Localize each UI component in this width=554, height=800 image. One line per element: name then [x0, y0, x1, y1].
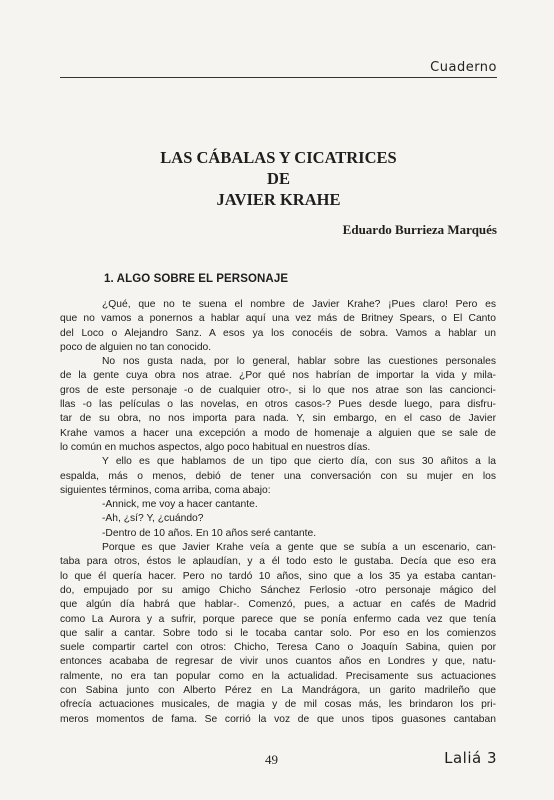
section-header: Cuaderno: [430, 60, 497, 75]
text-line: do, empujado por su amigo Chicho Sánchez Ferlosio -otro personaje mágico del: [60, 584, 496, 596]
text-line: de la gente cuya obra nos atrae. ¿Por qué nos habrían de importar la vida y mila-: [60, 370, 496, 382]
text-line: Porque es que Javier Krahe veía a gente que se subía a un escenario, can-: [102, 542, 496, 554]
article-title: [60, 147, 497, 210]
text-line: siguientes términos, coma arriba, coma abajo:: [60, 484, 271, 496]
text-line: lo común en muchos aspectos, algo poco habitual en nuestros días.: [60, 441, 371, 453]
text-line: que algún día habrá que hablar-. Comenzó, pues, a actuar en cafés de Madrid: [60, 599, 496, 611]
body-text: [60, 298, 496, 727]
author-name: Eduardo Burrieza Marqués: [342, 222, 497, 237]
journal-mark: Laliá 3: [444, 749, 497, 767]
text-line: que no vamos a ponernos a hablar aquí una vez más de Britney Spears, o El Canto: [60, 313, 496, 325]
text-line: Y ello es que hablamos de un tipo que cierto día, con sus 30 añitos a la: [102, 456, 496, 468]
text-line: -Annick, me voy a hacer cantante.: [102, 499, 258, 511]
text-line: del Loco o Alejandro Sanz. A esos ya los conocéis de sobra. Vamos a hablar un: [60, 327, 496, 339]
title-line: LAS CÁBALAS Y CICATRICES: [160, 148, 397, 167]
text-line: poco de alguien no tan conocido.: [60, 341, 212, 353]
text-line: No nos gusta nada, por lo general, hablar sobre las cuestiones personales: [102, 356, 496, 368]
text-line: tar de su obra, no nos importa para nada. Y, sin embargo, en el caso de Javier: [60, 413, 496, 425]
text-line: espalda, más o menos, debió de tener una conversación con su mujer en los: [60, 470, 496, 482]
title-line: DE: [267, 169, 290, 188]
text-line: suele compartir cartel con otros: Chicho, Teresa Cano o Joaquín Sabina, quien por: [60, 642, 496, 654]
text-line: taba para otros, éstos le aplaudían, y a él todo esto le gustaba. Decía que eso era: [60, 556, 496, 568]
text-line: entonces acababa de regresar de vivir unos cuantos años en Londres y que, natu-: [60, 656, 496, 668]
text-line: que salir a cantar. Sobre todo si le tocaba cantar solo. Por eso en los comienzos: [60, 627, 496, 639]
text-line: Krahe vamos a hacer una excepción a modo de homenaje a alguien que se sale de: [60, 427, 496, 439]
text-line: como La Aurora y a sufrir, porque parece que se ponía enfermo cada vez que tenía: [60, 613, 496, 625]
page-number: 49: [265, 752, 278, 767]
text-line: llas -o las películas o las novelas, en otros casos-? Pues desde luego, para disfru-: [60, 399, 496, 411]
text-line: -Dentro de 10 años. En 10 años seré cantante.: [102, 527, 317, 539]
title-line: JAVIER KRAHE: [216, 190, 341, 209]
text-line: meros momentos de fama. Se corrió la voz de que unos tipos guasones cantaban: [60, 713, 496, 725]
text-line: ralmente, no era tan popular como en la actualidad. Precisamente sus actuaciones: [60, 670, 496, 682]
text-line: gros de este personaje -o de cualquier otro-, si lo que nos atrae son las cancionci-: [60, 384, 496, 396]
text-line: con Sabina junto con Alberto Pérez en La Mandrágora, un garito madrileño que: [60, 685, 496, 697]
section-heading: 1. ALGO SOBRE EL PERSONAJE: [104, 273, 289, 285]
header-rule: [60, 77, 497, 78]
text-line: ¿Qué, que no te suena el nombre de Javier Krahe? ¡Pues claro! Pero es: [102, 299, 496, 310]
text-line: lo que él quería hacer. Pero no tardó 10 años, sino que a los 35 ya estaba cantan-: [60, 570, 496, 582]
text-line: ofrecía actuaciones musicales, de magia y de mil cosas más, les brindaron los pri-: [60, 699, 496, 711]
text-line: -Ah, ¿sí? Y, ¿cuándo?: [102, 513, 204, 525]
